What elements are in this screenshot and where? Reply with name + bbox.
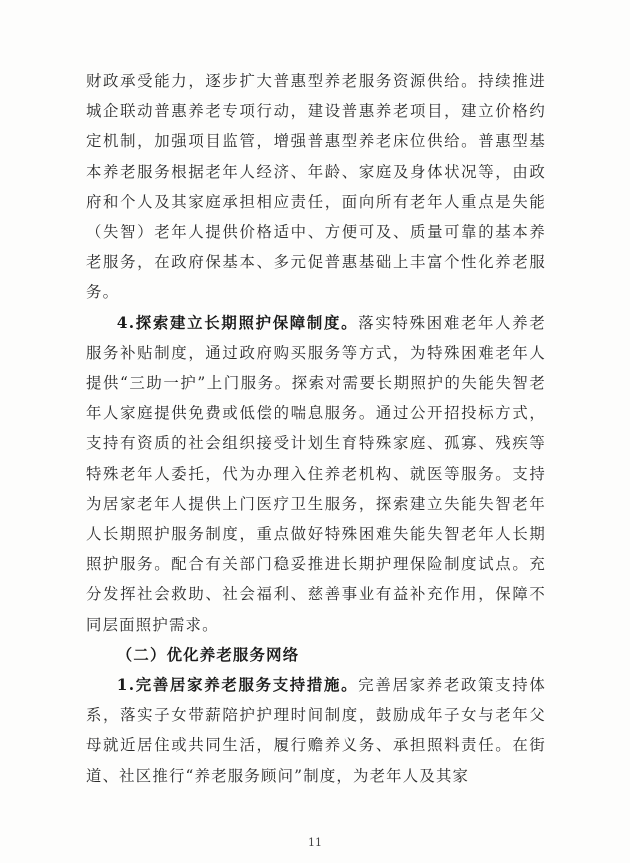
document-body bbox=[86, 66, 546, 791]
paragraph-lead-heading: 1.完善居家养老服务支持措施。 bbox=[116, 676, 359, 695]
paragraph-body-text: 完善居家养老政策支持体系，落实子女带薪陪护护理时间制度，鼓励成年子女与老年父母就近居住或共同生活，履行赡养义务、承担照料责任。在街道、社区推行“养老服务顾问”制度，为老年人及其家 bbox=[86, 676, 546, 785]
paragraph-continued: 财政承受能力，逐步扩大普惠型养老服务资源供给。持续推进城企联动普惠养老专项行动，建设普惠养老项目，建立价格约定机制，加强项目监管，增强普惠型养老床位供给。普惠型基本养老服务根据老年人经济、年龄、家庭及身体状况等，由政府和个人及其家庭承担相应责任，面向所有老年人重点是失能（失智）老年人提供价格适中、方便可及、质量可靠的基本养老服务，在政府保基本、多元促普惠基础上丰富个性化养老服务。 bbox=[86, 72, 546, 302]
paragraph-lead-heading: 4.探索建立长期照护保障制度。 bbox=[116, 313, 359, 332]
paragraph-long-term-care bbox=[86, 308, 546, 640]
page-number: 11 bbox=[308, 836, 322, 849]
section-heading: （二）优化养老服务网络 bbox=[116, 645, 300, 664]
paragraph-body-text: 落实特殊困难老年人养老服务补贴制度，通过政府购买服务等方式，为特殊困难老年人提供“三助一护”上门服务。探索对需要长期照护的失能失智老年人家庭提供免费或低偿的喘息服务。通过公开招投标方式，支持有资质的社会组织接受计划生育特殊家庭、孤寡、残疾等特殊老年人委托，代为办理入住养老机构、就医等服务。支持为居家老年人提供上门医疗卫生服务，探索建立失能失智老年人长期照护服务制度，重点做好特殊困难失能失智老年人长期照护服务。配合有关部门稳妥推进长期护理保险制度试点。充分发挥社会救助、社会福利、慈善事业有益补充作用，保障不同层面照护需求。 bbox=[86, 313, 546, 634]
paragraph-home-care bbox=[86, 670, 546, 791]
